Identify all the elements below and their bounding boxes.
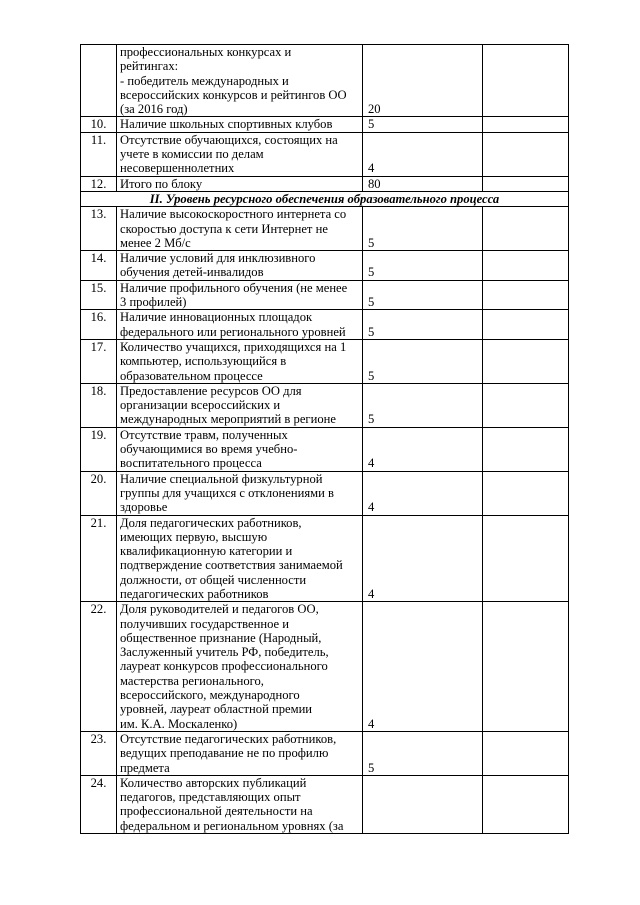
empty-cell: [483, 132, 569, 176]
empty-cell: [483, 731, 569, 775]
table-row: [81, 427, 569, 471]
row-number: 18.: [81, 383, 117, 427]
criterion-name: Наличие инновационных площадок федерального или регионального уровней: [117, 310, 363, 340]
table-body-block-2: [81, 207, 569, 834]
empty-cell: [483, 775, 569, 833]
empty-cell: [483, 427, 569, 471]
criterion-name: Количество авторских публикаций педагогов, представляющих опыт профессиональной деятельности на федеральном и региональном уровнях (за: [117, 775, 363, 833]
criterion-name: Количество учащихся, приходящихся на 1 компьютер, использующийся в образовательном процессе: [117, 339, 363, 383]
section-header-row: [81, 191, 569, 206]
criterion-score: 5: [363, 339, 483, 383]
criterion-score: 20: [363, 45, 483, 117]
criterion-score: 5: [363, 383, 483, 427]
criterion-name: Отсутствие педагогических работников, ведущих преподавание не по профилю предмета: [117, 731, 363, 775]
row-number: 22.: [81, 602, 117, 732]
table-row: [81, 132, 569, 176]
empty-cell: [483, 176, 569, 191]
section-title: II. Уровень ресурсного обеспечения образовательного процесса: [81, 191, 569, 206]
criterion-score: 5: [363, 117, 483, 132]
row-number: 17.: [81, 339, 117, 383]
empty-cell: [483, 207, 569, 251]
table-row: [81, 251, 569, 281]
criterion-score: 5: [363, 310, 483, 340]
criterion-score: 4: [363, 471, 483, 515]
empty-cell: [483, 471, 569, 515]
row-number: 16.: [81, 310, 117, 340]
row-number: 11.: [81, 132, 117, 176]
section-header-row-group: [81, 191, 569, 206]
empty-cell: [483, 280, 569, 310]
row-number: 23.: [81, 731, 117, 775]
criteria-table: [80, 44, 569, 834]
criterion-score: 5: [363, 251, 483, 281]
criterion-score: 5: [363, 280, 483, 310]
empty-cell: [483, 602, 569, 732]
row-number: 14.: [81, 251, 117, 281]
row-number: 10.: [81, 117, 117, 132]
empty-cell: [483, 515, 569, 602]
table-row: [81, 45, 569, 117]
empty-cell: [483, 339, 569, 383]
empty-cell: [483, 45, 569, 117]
criterion-score: 4: [363, 132, 483, 176]
criterion-score: [363, 775, 483, 833]
criterion-score: 5: [363, 207, 483, 251]
criterion-score: 4: [363, 515, 483, 602]
row-number: 19.: [81, 427, 117, 471]
table-row: [81, 280, 569, 310]
empty-cell: [483, 251, 569, 281]
table-row: [81, 207, 569, 251]
criterion-name: Наличие профильного обучения (не менее 3 профилей): [117, 280, 363, 310]
criterion-name: Наличие школьных спортивных клубов: [117, 117, 363, 132]
criterion-name: Отсутствие травм, полученных обучающимися во время учебно- воспитательного процесса: [117, 427, 363, 471]
criterion-name: Наличие специальной физкультурной группы для учащихся с отклонениями в здоровье: [117, 471, 363, 515]
criterion-name: Наличие условий для инклюзивного обучения детей-инвалидов: [117, 251, 363, 281]
table-body-block-1: [81, 45, 569, 192]
table-row: [81, 731, 569, 775]
criterion-name: Предоставление ресурсов ОО для организации всероссийских и международных мероприятий в регионе: [117, 383, 363, 427]
table-row: [81, 775, 569, 833]
table-row: [81, 383, 569, 427]
table-row: [81, 602, 569, 732]
empty-cell: [483, 117, 569, 132]
criterion-score: 5: [363, 731, 483, 775]
row-number: 13.: [81, 207, 117, 251]
table-row: [81, 117, 569, 132]
row-number: 24.: [81, 775, 117, 833]
criterion-name: Итого по блоку: [117, 176, 363, 191]
row-number: 21.: [81, 515, 117, 602]
table-row: [81, 471, 569, 515]
criterion-name: Доля педагогических работников, имеющих первую, высшую квалификационную категории и подтверждение соответствия занимаемой должности, от общей численности педагогических работников: [117, 515, 363, 602]
criterion-name: Отсутствие обучающихся, состоящих на учете в комиссии по делам несовершеннолетних: [117, 132, 363, 176]
criterion-score: 4: [363, 427, 483, 471]
criterion-name: Наличие высокоскоростного интернета со скоростью доступа к сети Интернет не менее 2 Мб/с: [117, 207, 363, 251]
criterion-name: профессиональных конкурсах и рейтингах: - победитель международных и всероссийских конкурсов и рейтингов ОО (за 2016 год): [117, 45, 363, 117]
row-number: 20.: [81, 471, 117, 515]
row-number: [81, 45, 117, 117]
row-number: 12.: [81, 176, 117, 191]
row-number: 15.: [81, 280, 117, 310]
criterion-score: 4: [363, 602, 483, 732]
table-row: [81, 310, 569, 340]
table-row: [81, 515, 569, 602]
table-row: [81, 176, 569, 191]
criterion-score: 80: [363, 176, 483, 191]
criterion-name: Доля руководителей и педагогов ОО, получивших государственное и общественное признание (Народный, Заслуженный учитель РФ, победитель, лауреат конкурсов профессионального мастерства регионального, всероссийского, международного уровней, лауреат областной премии им. К.А. Москаленко): [117, 602, 363, 732]
empty-cell: [483, 310, 569, 340]
empty-cell: [483, 383, 569, 427]
table-row: [81, 339, 569, 383]
